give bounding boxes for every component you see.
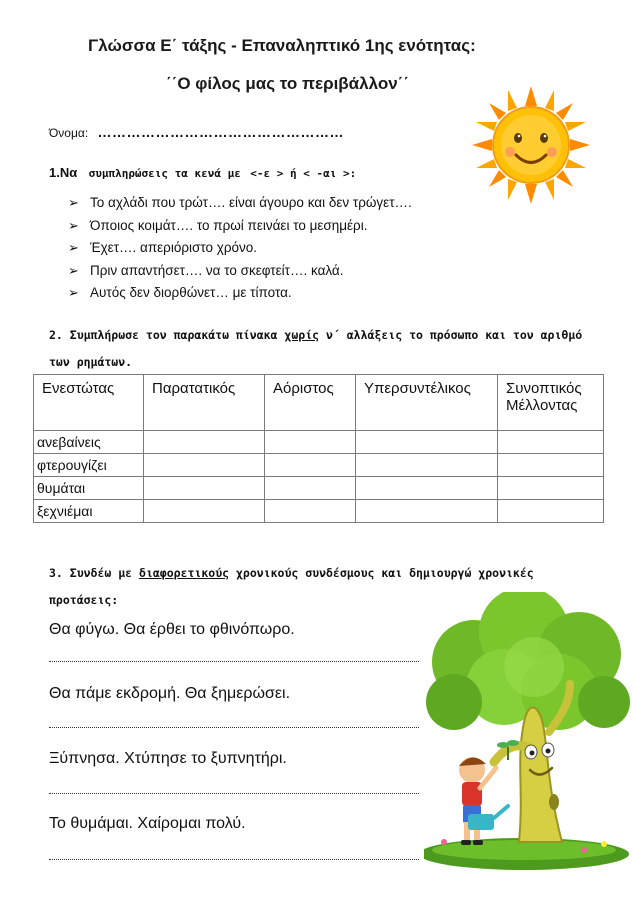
header-imperfect: Παρατατικός [144, 375, 265, 431]
answer-cell[interactable] [498, 431, 604, 454]
arrow-bullet-icon: ➢ [68, 285, 79, 300]
list-item[interactable]: ➢ Πριν απαντήσετ…. να το σκεφτείτ…. καλά. [68, 262, 344, 278]
table-row [34, 477, 604, 500]
header-pluperfect: Υπερσυντέλικος [356, 375, 498, 431]
list-item[interactable]: ➢ Έχετ…. απεριόριστο χρόνο. [68, 240, 258, 255]
answer-cell[interactable] [356, 500, 498, 523]
arrow-bullet-icon: ➢ [68, 217, 79, 233]
title-line-1: Γλώσσα Ε΄ τάξης - Επαναληπτικό 1ης ενότητας: [88, 36, 476, 55]
verb-tenses-table [33, 374, 604, 523]
answer-cell[interactable] [498, 500, 604, 523]
verb-cell: θυμάται [34, 477, 144, 500]
answer-cell[interactable] [498, 477, 604, 500]
exercise-1-instruction [49, 165, 356, 180]
arrow-bullet-icon: ➢ [68, 262, 79, 278]
title-line-2: ΄΄Ο φίλος μας το περιβάλλον΄΄ [166, 74, 409, 93]
header-future: Συνοπτικός Μέλλοντας [498, 375, 604, 431]
answer-line-3[interactable] [49, 793, 419, 794]
exercise-1-text: συμπληρώσεις τα κενά με [88, 167, 241, 180]
sentence-3: Ξύπνησα. Χτύπησε το ξυπνητήρι. [49, 750, 287, 767]
table-row [34, 454, 604, 477]
answer-cell[interactable] [356, 454, 498, 477]
header-aorist: Αόριστος [265, 375, 356, 431]
arrow-bullet-icon: ➢ [68, 240, 79, 255]
name-label: Όνομα: [49, 126, 89, 140]
answer-line-4[interactable] [49, 859, 419, 860]
answer-cell[interactable] [265, 477, 356, 500]
header-present: Ενεστώτας [34, 375, 144, 431]
answer-cell[interactable] [356, 431, 498, 454]
list-item[interactable]: ➢ Το αχλάδι που τρώτ…. είναι άγουρο και δεν τρώγετ…. [68, 195, 412, 210]
name-field[interactable] [49, 124, 344, 140]
emphasis-without: χωρίς [284, 328, 320, 342]
answer-cell[interactable] [498, 454, 604, 477]
answer-cell[interactable] [144, 477, 265, 500]
answer-cell[interactable] [356, 477, 498, 500]
exercise-1-list [68, 195, 412, 308]
answer-cell[interactable] [144, 431, 265, 454]
exercise-1-endings: <-ε > ή < -αι >: [250, 167, 357, 180]
table-row [34, 431, 604, 454]
exercise-3-instruction: 3. Συνδέω με διαφορετικούς χρονικούς συνδέσμους και δημιουργώ χρονικές προτάσεις: [49, 566, 534, 607]
answer-cell[interactable] [265, 454, 356, 477]
verb-cell: ξεχνιέμαι [34, 500, 144, 523]
sentence-2: Θα πάμε εκδρομή. Θα ξημερώσει. [49, 685, 291, 702]
arrow-bullet-icon: ➢ [68, 195, 79, 210]
sun-illustration [470, 84, 592, 206]
answer-line-2[interactable] [49, 727, 419, 728]
emphasis-different: διαφορετικούς [139, 566, 230, 580]
answer-line-1[interactable] [49, 661, 419, 662]
name-dotted-line[interactable]: …………………………………………… [97, 124, 344, 140]
answer-cell[interactable] [144, 454, 265, 477]
list-item[interactable]: ➢ Αυτός δεν διορθώνετ… με τίποτα. [68, 285, 292, 300]
answer-cell[interactable] [144, 500, 265, 523]
answer-cell[interactable] [265, 431, 356, 454]
table-header-row [34, 375, 604, 431]
answer-cell[interactable] [265, 500, 356, 523]
verb-cell: φτερουγίζει [34, 454, 144, 477]
tree-and-child-illustration [424, 592, 634, 872]
table-row [34, 500, 604, 523]
sentence-1: Θα φύγω. Θα έρθει το φθινόπωρο. [49, 621, 295, 638]
list-item[interactable]: ➢ Όποιος κοιμάτ…. το πρωί πεινάει το μεσημέρι. [68, 217, 368, 233]
sentence-4: Το θυμάμαι. Χαίρομαι πολύ. [49, 815, 246, 832]
exercise-1-number: 1.Να [49, 165, 78, 180]
exercise-2-instruction: 2. Συμπλήρωσε τον παρακάτω πίνακα χωρίς ν΄ αλλάξεις το πρόσωπο και τον αριθμό των ρημάτων. [49, 328, 583, 369]
child-watering-icon [459, 757, 508, 845]
verb-cell: ανεβαίνεις [34, 431, 144, 454]
